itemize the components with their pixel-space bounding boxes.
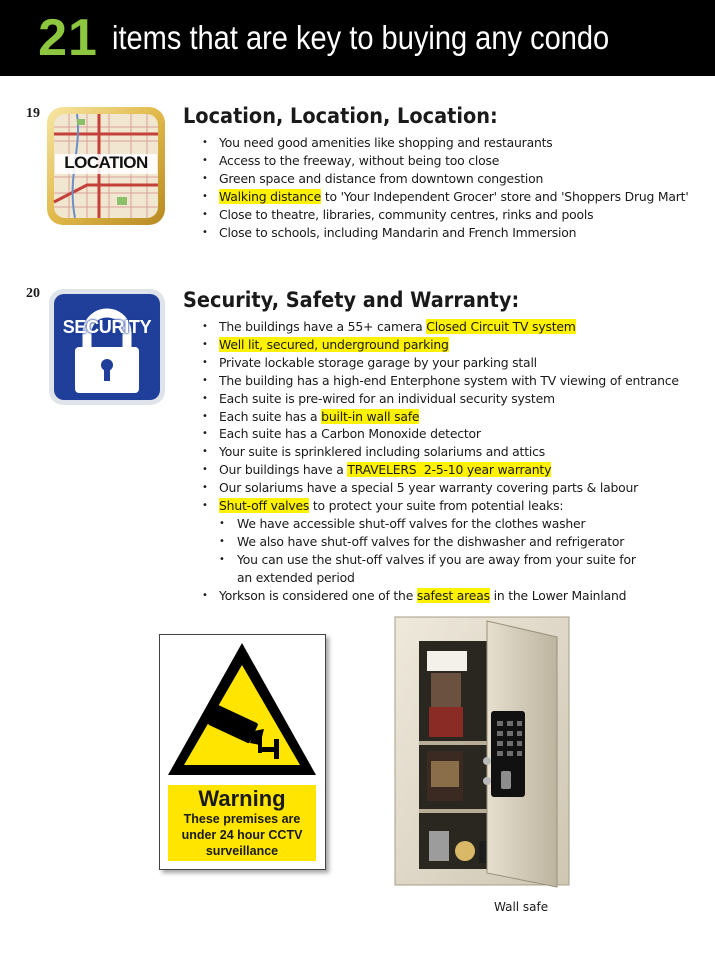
wall-safe-image	[369, 611, 615, 891]
highlight: Closed Circuit TV system	[426, 319, 576, 334]
warning-heading: Warning	[198, 786, 286, 811]
page-header	[0, 0, 715, 76]
section-title-security: Security, Safety and Warranty:	[183, 288, 520, 312]
list-item-text: Yorkson is considered one of the	[219, 587, 417, 603]
security-icon-label: SECURITY	[62, 317, 152, 337]
list-item: • Close to theatre, libraries, community centres, rinks and pools	[199, 206, 689, 224]
list-item-text: Each suite has a	[219, 408, 322, 424]
highlight: Walking distance	[219, 188, 322, 204]
sub-list-item-continued: an extended period	[237, 569, 355, 585]
list-item: • Our solariums have a special 5 year warranty covering parts & labour	[199, 479, 679, 497]
list-item	[199, 336, 679, 354]
list-item-text: to protect your suite from potential leaks:	[309, 498, 564, 514]
highlight: TRAVELERS 2-5-10 year warranty	[347, 462, 552, 478]
highlight: built-in wall safe	[321, 408, 420, 424]
section-number-19: 19	[26, 106, 40, 121]
warning-text-line: These premises are	[183, 812, 301, 826]
highlight: Shut-off valves	[219, 498, 310, 514]
cctv-camera-icon	[160, 635, 325, 785]
section-number-20: 20	[26, 286, 40, 301]
header-number: 21	[38, 9, 98, 67]
highlight: safest areas	[416, 587, 490, 603]
list-item-text: Our buildings have a	[219, 462, 348, 478]
warning-text-line: under 24 hour CCTV	[181, 828, 303, 842]
list-item: • Each suite has a Carbon Monoxide detector	[199, 425, 679, 443]
highlight: Well lit, secured, underground parking	[219, 336, 449, 352]
list-item: • Close to schools, including Mandarin and French Immersion	[199, 224, 689, 242]
security-list	[199, 318, 679, 605]
section-title-location: Location, Location, Location:	[183, 104, 498, 128]
sub-list-item: • You can use the shut-off valves if you are away from your suite for	[199, 551, 679, 569]
warning-panel	[168, 785, 316, 861]
location-list	[199, 134, 689, 241]
header-title: items that are key to buying any condo	[111, 19, 610, 56]
list-item: • Your suite is sprinklered including solariums and attics	[199, 443, 679, 461]
list-item-text: The buildings have a 55+ camera	[219, 319, 427, 334]
list-item: • Private lockable storage garage by your parking stall	[199, 354, 679, 372]
cctv-warning-sign	[159, 634, 326, 870]
list-item: • The building has a high-end Enterphone system with TV viewing of entrance	[199, 372, 679, 390]
sub-list-item: • We have accessible shut-off valves for the clothes washer	[199, 515, 679, 533]
list-item-text: in the Lower Mainland	[489, 587, 627, 603]
list-item-text: to 'Your Independent Grocer' store and 'Shoppers Drug Mart'	[321, 188, 689, 204]
list-item: • You need good amenities like shopping and restaurants	[199, 134, 689, 152]
security-lock-icon	[49, 289, 165, 405]
sub-list-item: • We also have shut-off valves for the dishwasher and refrigerator	[199, 533, 679, 551]
list-item	[199, 318, 679, 336]
warning-text-line: surveillance	[205, 844, 279, 858]
list-item: • Access to the freeway, without being too close	[199, 152, 689, 170]
location-icon-label: LOCATION	[64, 153, 148, 172]
wall-safe-caption: Wall safe	[494, 900, 549, 914]
location-icon	[47, 107, 165, 225]
list-item	[199, 587, 679, 605]
list-item	[199, 188, 689, 206]
list-item	[199, 461, 679, 479]
list-item: • Each suite is pre-wired for an individual security system	[199, 390, 679, 408]
list-item	[199, 497, 679, 515]
list-item	[199, 408, 679, 426]
list-item: • Green space and distance from downtown congestion	[199, 170, 689, 188]
